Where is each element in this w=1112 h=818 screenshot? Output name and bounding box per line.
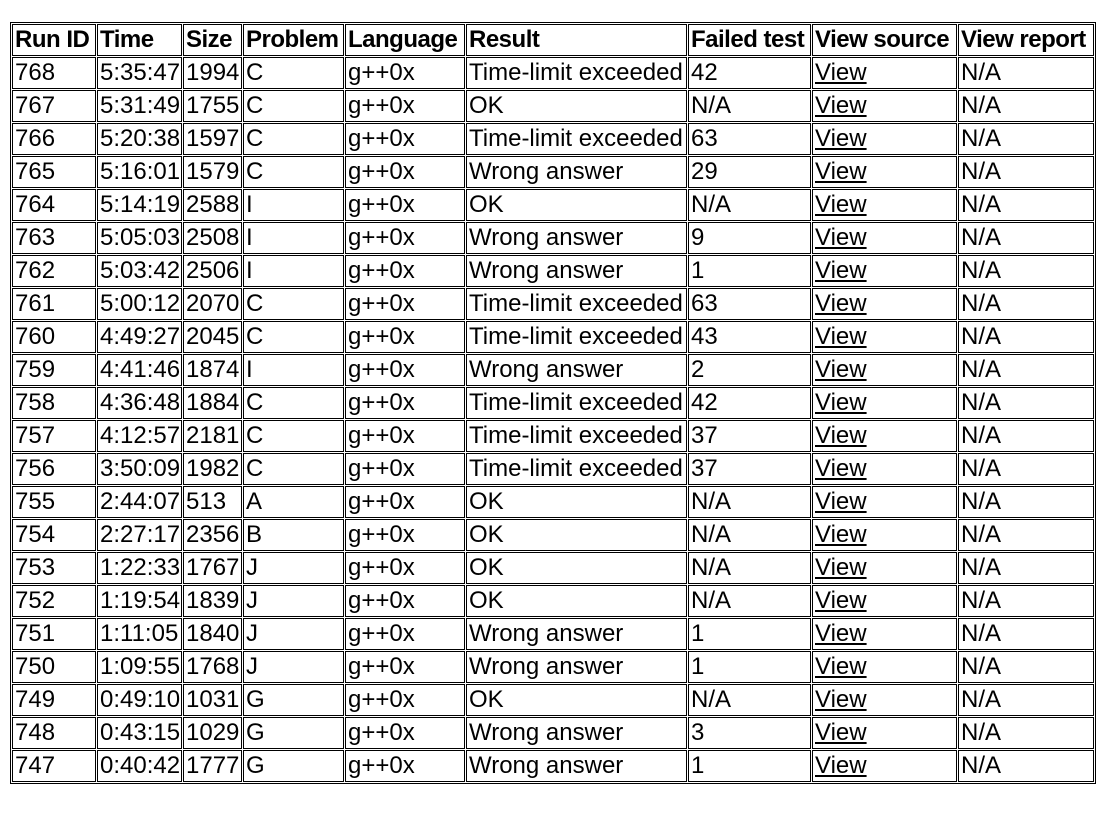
cell-view-report: N/A [958,387,1094,419]
cell-time: 3:50:09 [97,453,182,485]
cell-failed-test: 29 [688,156,811,188]
table-header-row [12,24,1094,56]
cell-problem: I [243,222,344,254]
cell-time: 5:16:01 [97,156,182,188]
cell-view-report: N/A [958,255,1094,287]
view-source-link[interactable]: View [815,92,867,119]
cell-result: Time-limit exceeded [466,123,687,155]
cell-problem: C [243,420,344,452]
cell-view-source [812,354,957,386]
table-row [12,255,1094,287]
cell-size: 2070 [183,288,242,320]
cell-view-source [812,321,957,353]
cell-view-report: N/A [958,123,1094,155]
view-source-link[interactable]: View [815,323,867,350]
cell-result: Wrong answer [466,222,687,254]
table-row [12,354,1094,386]
cell-size: 1767 [183,552,242,584]
table-body [12,57,1094,782]
cell-size: 1982 [183,453,242,485]
view-source-link[interactable]: View [815,521,867,548]
cell-language: g++0x [345,57,465,89]
cell-size: 2181 [183,420,242,452]
cell-time: 5:35:47 [97,57,182,89]
cell-size: 1579 [183,156,242,188]
cell-result: Wrong answer [466,255,687,287]
cell-size: 1029 [183,717,242,749]
cell-run-id: 759 [12,354,96,386]
cell-language: g++0x [345,123,465,155]
cell-result: Wrong answer [466,717,687,749]
cell-time: 1:11:05 [97,618,182,650]
table-row [12,453,1094,485]
table-row [12,486,1094,518]
cell-problem: C [243,57,344,89]
view-source-link[interactable]: View [815,257,867,284]
table-row [12,123,1094,155]
cell-view-report: N/A [958,618,1094,650]
cell-view-source [812,750,957,782]
cell-failed-test: N/A [688,585,811,617]
cell-view-source [812,486,957,518]
cell-time: 0:49:10 [97,684,182,716]
cell-size: 1994 [183,57,242,89]
cell-size: 1777 [183,750,242,782]
table-row [12,684,1094,716]
cell-run-id: 763 [12,222,96,254]
cell-result: Time-limit exceeded [466,420,687,452]
cell-view-report: N/A [958,585,1094,617]
cell-run-id: 750 [12,651,96,683]
cell-size: 2356 [183,519,242,551]
cell-run-id: 761 [12,288,96,320]
cell-result: Time-limit exceeded [466,288,687,320]
cell-failed-test: 1 [688,618,811,650]
cell-language: g++0x [345,585,465,617]
table-row [12,651,1094,683]
table-row [12,717,1094,749]
cell-result: Time-limit exceeded [466,387,687,419]
cell-run-id: 765 [12,156,96,188]
cell-run-id: 749 [12,684,96,716]
cell-size: 1031 [183,684,242,716]
cell-size: 1840 [183,618,242,650]
cell-failed-test: 63 [688,123,811,155]
cell-view-source [812,387,957,419]
cell-result: OK [466,486,687,518]
cell-problem: I [243,255,344,287]
cell-run-id: 751 [12,618,96,650]
cell-run-id: 754 [12,519,96,551]
cell-time: 5:14:19 [97,189,182,221]
cell-time: 1:19:54 [97,585,182,617]
cell-run-id: 747 [12,750,96,782]
cell-failed-test: N/A [688,684,811,716]
cell-size: 1597 [183,123,242,155]
table-row [12,750,1094,782]
cell-problem: C [243,90,344,122]
cell-view-report: N/A [958,420,1094,452]
cell-result: Time-limit exceeded [466,453,687,485]
cell-view-report: N/A [958,354,1094,386]
cell-problem: C [243,321,344,353]
cell-view-source [812,156,957,188]
table-row [12,222,1094,254]
cell-view-source [812,618,957,650]
cell-failed-test: 9 [688,222,811,254]
table-row [12,156,1094,188]
cell-view-report: N/A [958,651,1094,683]
view-source-link[interactable]: View [815,752,867,779]
cell-result: Wrong answer [466,750,687,782]
cell-run-id: 757 [12,420,96,452]
cell-view-source [812,453,957,485]
table-row [12,90,1094,122]
cell-result: Time-limit exceeded [466,57,687,89]
cell-time: 4:36:48 [97,387,182,419]
cell-time: 5:00:12 [97,288,182,320]
header-failed-test: Failed test [688,24,811,56]
cell-language: g++0x [345,486,465,518]
cell-view-source [812,651,957,683]
cell-failed-test: 1 [688,750,811,782]
cell-language: g++0x [345,156,465,188]
cell-result: OK [466,585,687,617]
cell-problem: C [243,453,344,485]
view-source-link[interactable]: View [815,389,867,416]
view-source-link[interactable]: View [815,554,867,581]
cell-language: g++0x [345,552,465,584]
cell-result: OK [466,552,687,584]
cell-language: g++0x [345,453,465,485]
cell-failed-test: 43 [688,321,811,353]
cell-view-report: N/A [958,486,1094,518]
cell-language: g++0x [345,387,465,419]
header-size: Size [183,24,242,56]
cell-run-id: 768 [12,57,96,89]
cell-failed-test: 42 [688,387,811,419]
cell-language: g++0x [345,222,465,254]
view-source-link[interactable]: View [815,686,867,713]
header-problem: Problem [243,24,344,56]
cell-failed-test: 1 [688,651,811,683]
cell-problem: C [243,387,344,419]
cell-failed-test: N/A [688,486,811,518]
cell-time: 5:31:49 [97,90,182,122]
cell-time: 2:27:17 [97,519,182,551]
cell-time: 1:22:33 [97,552,182,584]
header-language: Language [345,24,465,56]
cell-size: 513 [183,486,242,518]
cell-problem: A [243,486,344,518]
cell-problem: I [243,189,344,221]
cell-failed-test: N/A [688,519,811,551]
cell-problem: J [243,651,344,683]
cell-view-report: N/A [958,321,1094,353]
cell-run-id: 766 [12,123,96,155]
view-source-link[interactable]: View [815,290,867,317]
header-view-source: View source [812,24,957,56]
cell-size: 1884 [183,387,242,419]
view-source-link[interactable]: View [815,224,867,251]
table-row [12,420,1094,452]
cell-problem: J [243,552,344,584]
cell-language: g++0x [345,618,465,650]
table-row [12,189,1094,221]
cell-view-report: N/A [958,750,1094,782]
cell-view-source [812,519,957,551]
cell-view-report: N/A [958,453,1094,485]
cell-language: g++0x [345,321,465,353]
cell-view-report: N/A [958,717,1094,749]
cell-language: g++0x [345,651,465,683]
cell-time: 0:43:15 [97,717,182,749]
cell-size: 2508 [183,222,242,254]
view-source-link[interactable]: View [815,158,867,185]
cell-view-report: N/A [958,519,1094,551]
cell-size: 1755 [183,90,242,122]
cell-problem: C [243,123,344,155]
cell-failed-test: N/A [688,90,811,122]
table-row [12,288,1094,320]
cell-run-id: 758 [12,387,96,419]
cell-language: g++0x [345,750,465,782]
cell-failed-test: 37 [688,453,811,485]
cell-view-report: N/A [958,288,1094,320]
view-source-link[interactable]: View [815,191,867,218]
cell-view-report: N/A [958,156,1094,188]
view-source-link[interactable]: View [815,587,867,614]
cell-view-source [812,57,957,89]
cell-run-id: 756 [12,453,96,485]
view-source-link[interactable]: View [815,620,867,647]
cell-language: g++0x [345,288,465,320]
cell-result: OK [466,90,687,122]
cell-view-report: N/A [958,552,1094,584]
table-row [12,519,1094,551]
submissions-table [10,22,1096,784]
cell-view-report: N/A [958,222,1094,254]
cell-time: 1:09:55 [97,651,182,683]
header-time: Time [97,24,182,56]
cell-view-source [812,123,957,155]
cell-run-id: 764 [12,189,96,221]
view-source-link[interactable]: View [815,455,867,482]
cell-failed-test: 37 [688,420,811,452]
view-source-link[interactable]: View [815,719,867,746]
cell-run-id: 752 [12,585,96,617]
table-row [12,552,1094,584]
cell-time: 0:40:42 [97,750,182,782]
cell-run-id: 767 [12,90,96,122]
cell-problem: B [243,519,344,551]
view-source-link[interactable]: View [815,125,867,152]
cell-view-source [812,189,957,221]
cell-time: 4:49:27 [97,321,182,353]
cell-language: g++0x [345,189,465,221]
cell-time: 5:03:42 [97,255,182,287]
cell-problem: J [243,585,344,617]
cell-size: 1768 [183,651,242,683]
cell-run-id: 748 [12,717,96,749]
cell-result: OK [466,684,687,716]
cell-problem: G [243,750,344,782]
cell-run-id: 753 [12,552,96,584]
cell-failed-test: N/A [688,552,811,584]
table-row [12,585,1094,617]
cell-time: 2:44:07 [97,486,182,518]
view-source-link[interactable]: View [815,488,867,515]
header-view-report: View report [958,24,1094,56]
cell-size: 2506 [183,255,242,287]
cell-run-id: 762 [12,255,96,287]
cell-language: g++0x [345,255,465,287]
cell-language: g++0x [345,354,465,386]
cell-size: 2588 [183,189,242,221]
cell-result: OK [466,189,687,221]
view-source-link[interactable]: View [815,422,867,449]
cell-view-source [812,222,957,254]
cell-view-source [812,717,957,749]
table-row [12,57,1094,89]
view-source-link[interactable]: View [815,356,867,383]
cell-language: g++0x [345,684,465,716]
cell-language: g++0x [345,420,465,452]
cell-result: Wrong answer [466,618,687,650]
cell-problem: G [243,684,344,716]
cell-failed-test: N/A [688,189,811,221]
cell-size: 2045 [183,321,242,353]
cell-time: 4:41:46 [97,354,182,386]
table-row [12,387,1094,419]
cell-failed-test: 1 [688,255,811,287]
cell-result: Wrong answer [466,156,687,188]
cell-result: OK [466,519,687,551]
view-source-link[interactable]: View [815,59,867,86]
cell-result: Time-limit exceeded [466,321,687,353]
cell-time: 5:05:03 [97,222,182,254]
cell-language: g++0x [345,519,465,551]
cell-failed-test: 63 [688,288,811,320]
cell-problem: G [243,717,344,749]
cell-view-source [812,684,957,716]
cell-size: 1839 [183,585,242,617]
cell-problem: I [243,354,344,386]
cell-time: 4:12:57 [97,420,182,452]
header-result: Result [466,24,687,56]
cell-run-id: 760 [12,321,96,353]
cell-view-source [812,288,957,320]
cell-view-source [812,90,957,122]
cell-language: g++0x [345,90,465,122]
table-row [12,618,1094,650]
cell-run-id: 755 [12,486,96,518]
cell-failed-test: 2 [688,354,811,386]
cell-result: Wrong answer [466,651,687,683]
cell-view-source [812,255,957,287]
cell-view-report: N/A [958,90,1094,122]
cell-view-source [812,585,957,617]
cell-failed-test: 3 [688,717,811,749]
cell-problem: C [243,288,344,320]
cell-problem: C [243,156,344,188]
header-run-id: Run ID [12,24,96,56]
cell-view-report: N/A [958,189,1094,221]
table-row [12,321,1094,353]
view-source-link[interactable]: View [815,653,867,680]
cell-failed-test: 42 [688,57,811,89]
cell-view-report: N/A [958,684,1094,716]
cell-size: 1874 [183,354,242,386]
cell-result: Wrong answer [466,354,687,386]
cell-time: 5:20:38 [97,123,182,155]
cell-problem: J [243,618,344,650]
cell-view-source [812,552,957,584]
cell-language: g++0x [345,717,465,749]
cell-view-report: N/A [958,57,1094,89]
cell-view-source [812,420,957,452]
